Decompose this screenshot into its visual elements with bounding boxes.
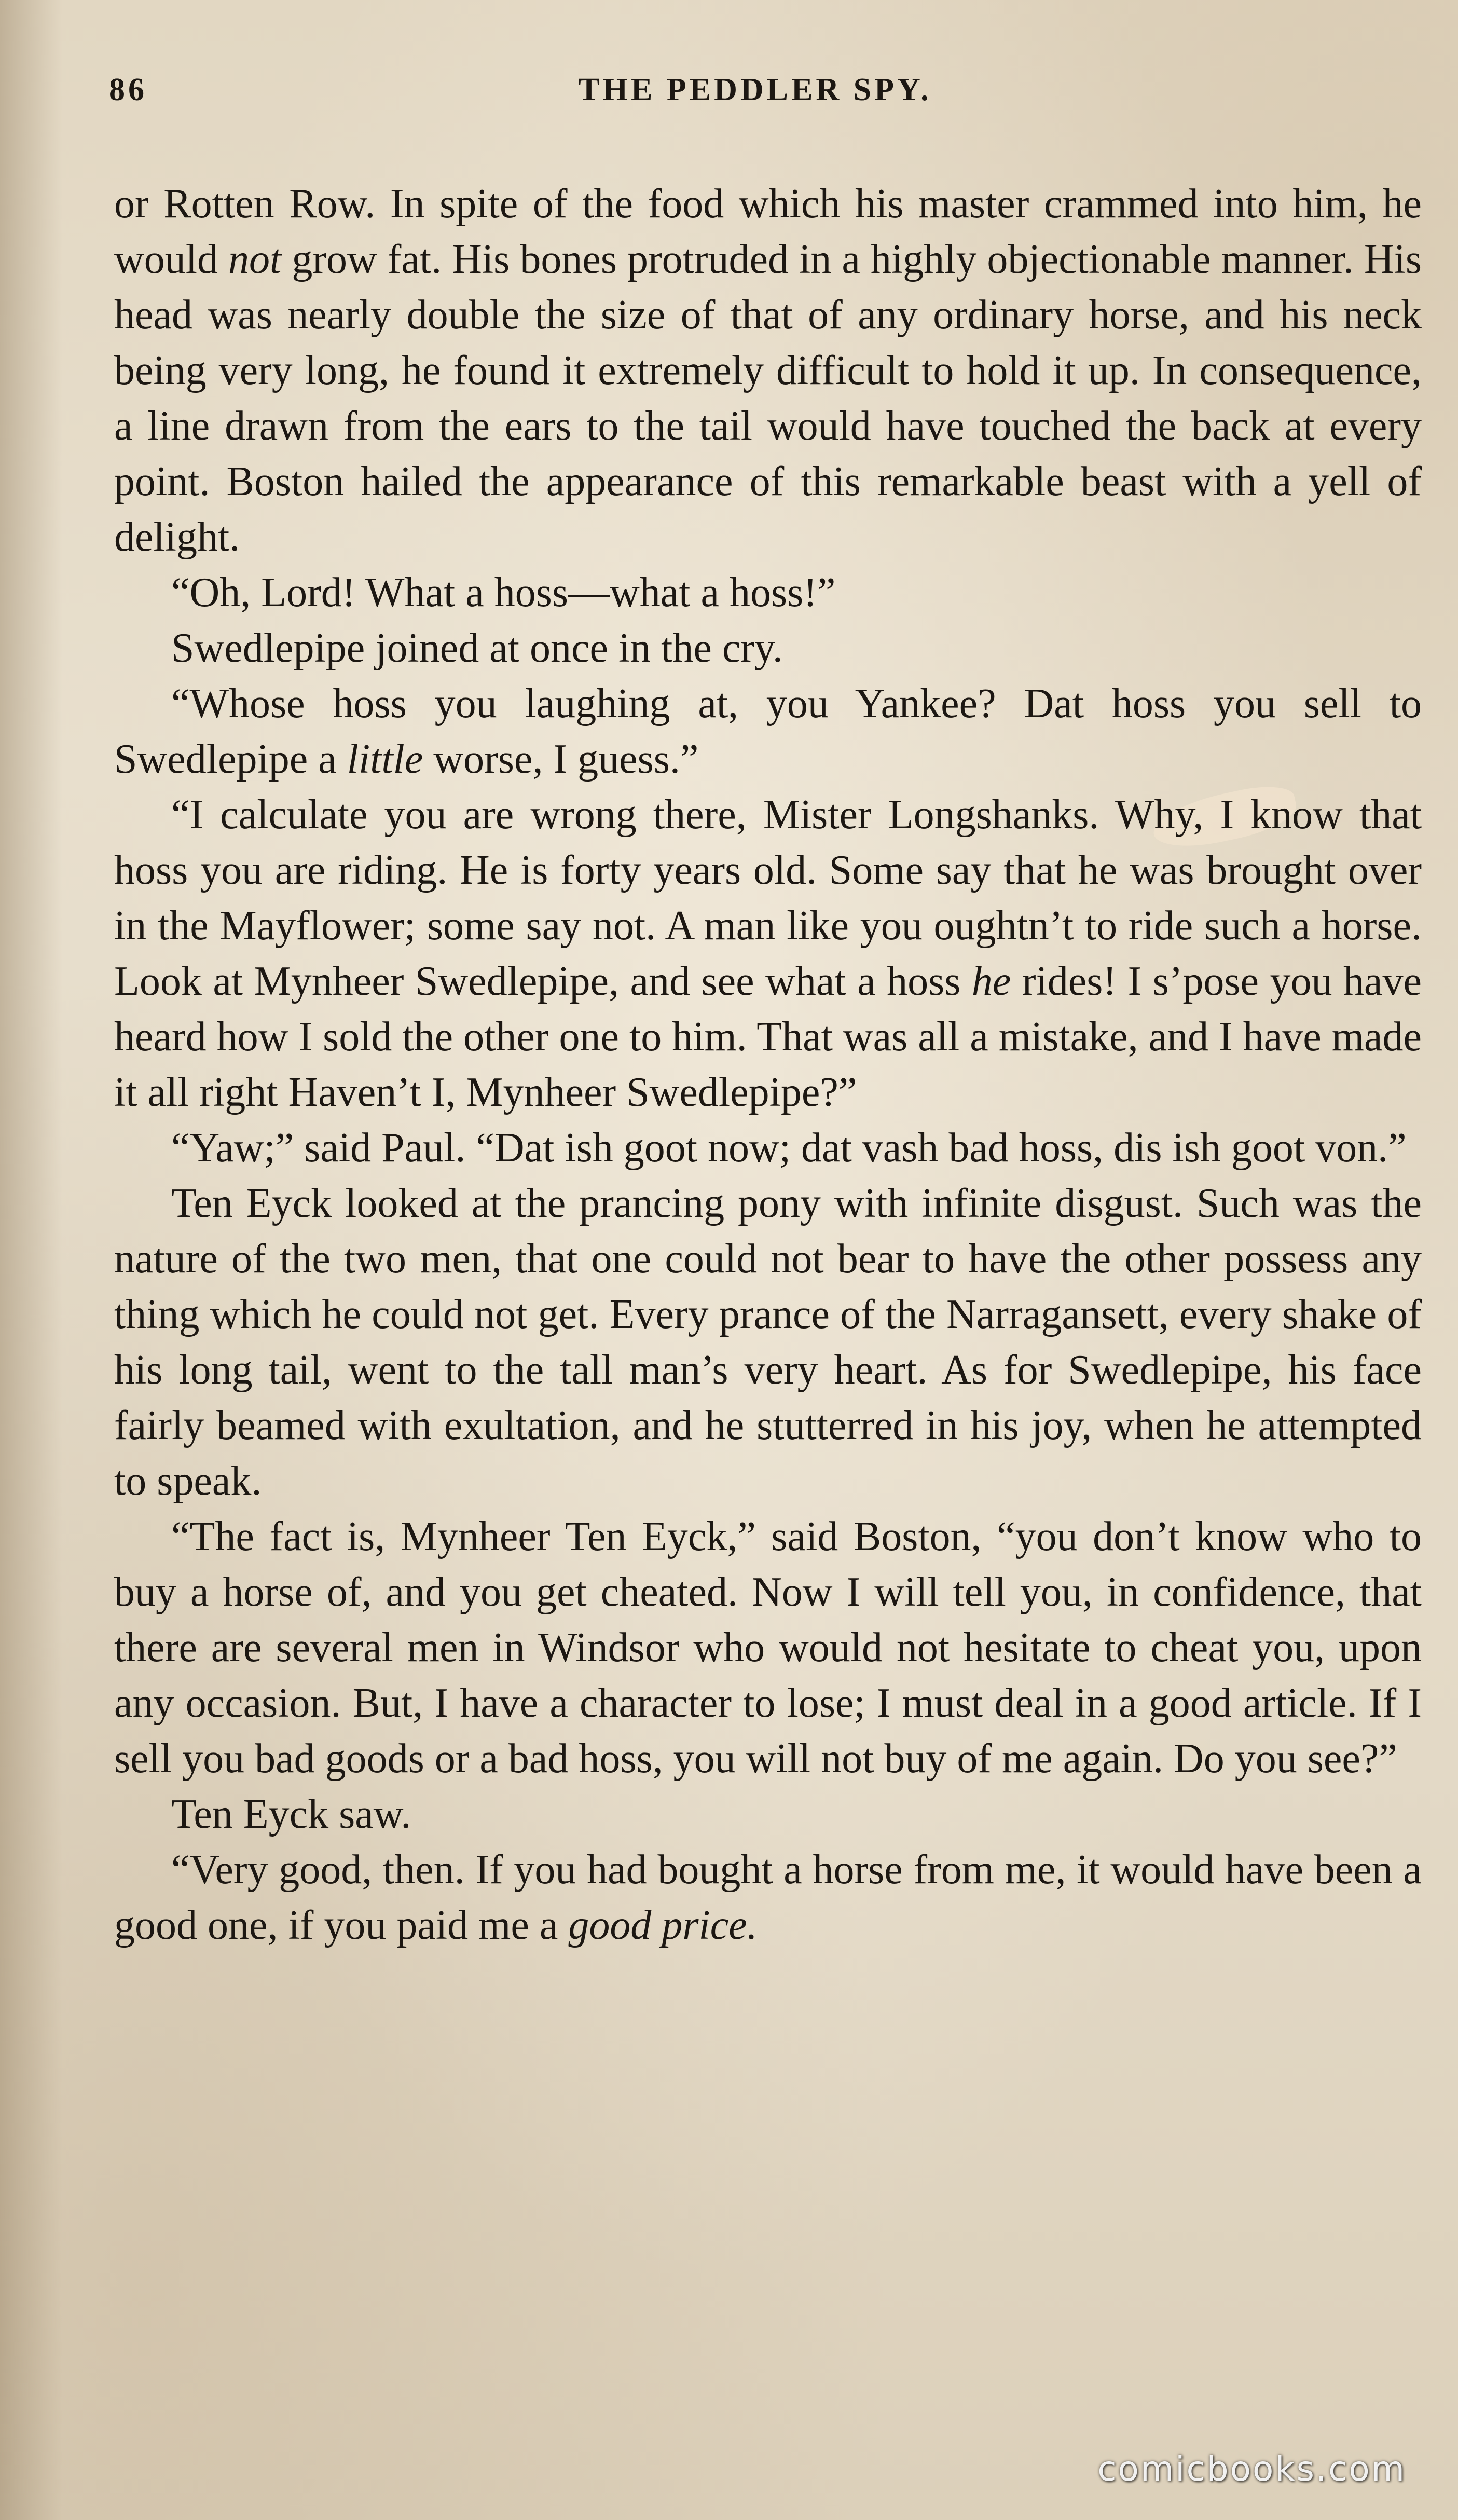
italic-text: good price.: [568, 1902, 758, 1948]
paragraph-text: Swedlepipe joined at once in the cry.: [171, 625, 783, 671]
paragraph-text: grow fat. His bones protruded in a highly objectionable manner. His head was nearly double the size of that of any ordinary horse, and his neck being very long, he found it extremely difficult to hold it up. In consequence, a line drawn from the ears to the tail would have touched the back at every point. Boston hailed the appearance of this remarkable beast with a yell of delight.: [114, 237, 1422, 560]
italic-text: he: [971, 958, 1011, 1004]
paragraph-text: Ten Eyck looked at the prancing pony with infinite disgust. Such was the nature of the two men, that one could not bear to have the other possess any thing which he could not get. Every prance of the Narragansett, every shake of his long tail, went to the tall man’s very heart. As for Swedlepipe, his face fairly beamed with exultation, and he stutterred in his joy, when he attempted to speak.: [114, 1181, 1422, 1504]
paragraph-text: Ten Eyck saw.: [171, 1791, 411, 1837]
paragraph: [114, 1176, 1422, 1509]
paragraph-text: rides! I s’pose you have heard how I sold the other one to him. That was all a mistake, and I have made it all right Haven’t I, Mynheer Swedlepipe?”: [114, 958, 1422, 1115]
binding-shadow: [0, 0, 62, 2520]
watermark: comicbooks.com: [1097, 2449, 1406, 2489]
paragraph-text: “I calculate you are wrong there, Mister Longshanks. Why, I know that hoss you are riding. He is forty years old. Some say that he was brought over in the Mayflower; some say not. A man like you oughtn’t to ride such a horse. Look at Mynheer Swedlepipe, and see what a hoss: [114, 792, 1422, 1004]
paragraph: [114, 1842, 1422, 1953]
paragraph: [114, 787, 1422, 1120]
paragraph: [114, 676, 1422, 787]
body-text: [114, 176, 1422, 1953]
page-number: 86: [109, 72, 147, 107]
italic-text: not: [228, 237, 282, 282]
paragraph-text: “Whose hoss you laughing at, you Yankee? Dat hoss you sell to Swedlepipe a: [114, 681, 1422, 782]
paragraph: [114, 1509, 1422, 1787]
running-title: THE PEDDLER SPY.: [578, 72, 932, 107]
paragraph-text: worse, I guess.”: [423, 736, 699, 782]
paragraph: [114, 176, 1422, 565]
paragraph-text: “Oh, Lord! What a hoss—what a hoss!”: [171, 570, 836, 615]
paragraph: [114, 621, 1422, 676]
running-head: [109, 72, 1401, 118]
paragraph-text: “The fact is, Mynheer Ten Eyck,” said Boston, “you don’t know who to buy a horse of, and you get cheated. Now I will tell you, in confidence, that there are several men in Windsor who would not hesitate to cheat you, upon any occasion. But, I have a character to lose; I must deal in a good article. If I sell you bad goods or a bad hoss, you will not buy of me again. Do you see?”: [114, 1514, 1422, 1782]
paragraph-text: “Very good, then. If you had bought a horse from me, it would have been a good one, if you paid me a: [114, 1847, 1422, 1948]
paragraph: [114, 565, 1422, 621]
paragraph-text: or Rotten Row. In spite of the food which his master crammed into him, he would: [114, 181, 1422, 282]
italic-text: little: [347, 736, 423, 782]
paragraph-text: “Yaw;” said Paul. “Dat ish goot now; dat vash bad hoss, dis ish goot von.”: [171, 1125, 1407, 1171]
paragraph: [114, 1120, 1422, 1176]
paragraph: [114, 1787, 1422, 1842]
